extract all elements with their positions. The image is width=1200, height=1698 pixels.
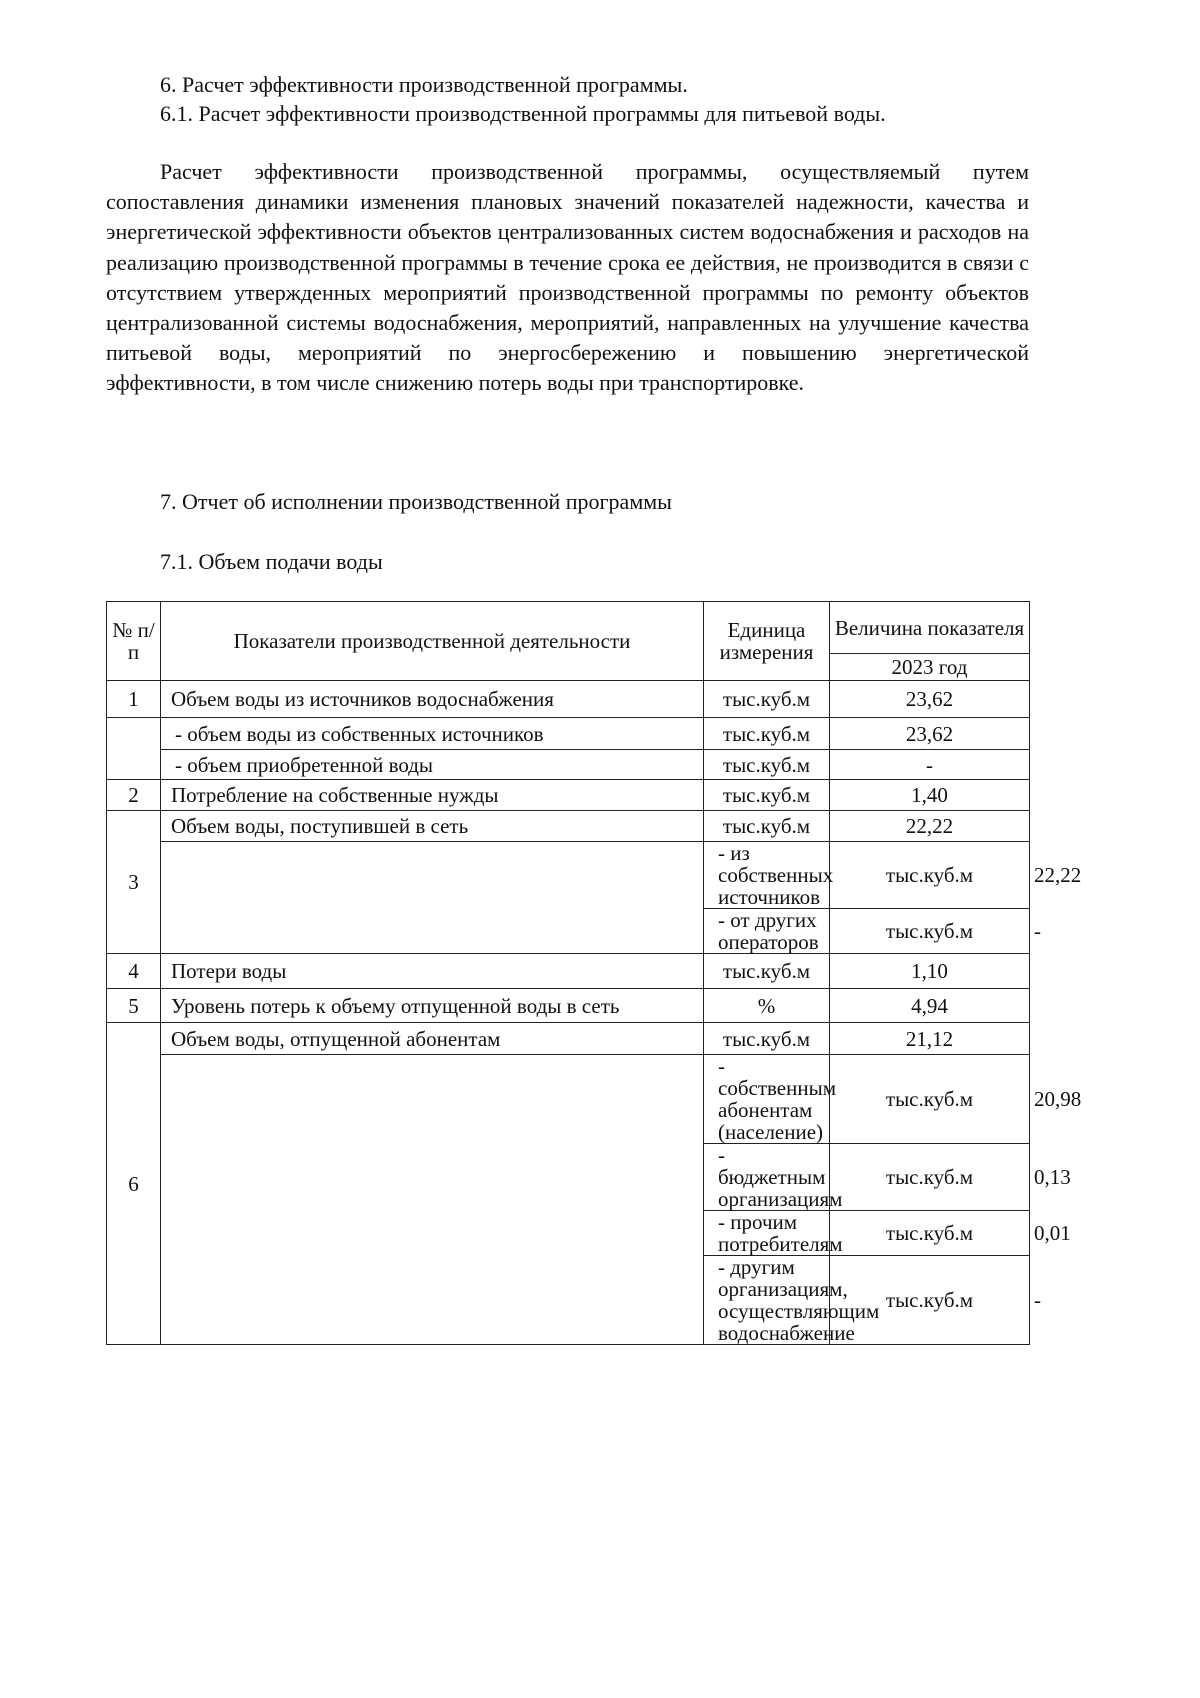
row-label: - другим организациям, осуществляющим водоснабжение	[704, 1256, 830, 1345]
row-label: Объем воды из источников водоснабжения	[161, 681, 704, 718]
table-row	[107, 780, 1030, 811]
row-label: - из собственных источников	[704, 842, 830, 909]
header-value: Величина показателя	[830, 602, 1030, 654]
table-row: - от других операторов тыс.куб.м -	[107, 909, 1030, 954]
header-indicator: Показатели производственной деятельности	[161, 602, 704, 681]
table-row: - из собственных источников тыс.куб.м 22,22	[107, 842, 1030, 909]
table-row	[107, 811, 1030, 842]
row-value: 23,62	[830, 718, 1030, 750]
row-number-empty	[161, 1055, 704, 1345]
row-value: 21,12	[830, 1023, 1030, 1055]
row-label: - объем воды из собственных источников	[161, 718, 704, 750]
table-row	[107, 750, 1030, 780]
row-number: 2	[107, 780, 161, 811]
row-label: Потери воды	[161, 954, 704, 989]
row-unit: тыс.куб.м	[704, 811, 830, 842]
table-row: - другим организациям, осуществляющим водоснабжение тыс.куб.м -	[107, 1256, 1030, 1345]
row-label: - объем приобретенной воды	[161, 750, 704, 780]
row-number-empty	[161, 842, 704, 954]
row-number-empty	[107, 718, 161, 780]
header-unit: Единица измерения	[704, 602, 830, 681]
row-label: - собственным абонентам (население)	[704, 1055, 830, 1144]
table-row: - бюджетным организациям тыс.куб.м 0,13	[107, 1144, 1030, 1211]
row-number: 1	[107, 681, 161, 718]
row-number: 3	[107, 811, 161, 954]
row-value: 1,40	[830, 780, 1030, 811]
row-value: 22,22	[830, 811, 1030, 842]
section-6-1-heading: 6.1. Расчет эффективности производственной программы для питьевой воды.	[160, 101, 886, 126]
table-row	[107, 954, 1030, 989]
row-unit: тыс.куб.м	[704, 718, 830, 750]
section-7-heading: 7. Отчет об исполнении производственной программы	[160, 489, 672, 514]
row-unit: тыс.куб.м	[704, 1023, 830, 1055]
water-supply-table	[106, 601, 1082, 1345]
table-row	[107, 989, 1030, 1023]
row-number: 6	[107, 1023, 161, 1345]
section-6-heading: 6. Расчет эффективности производственной программы.	[160, 72, 688, 97]
table-row: - прочим потребителям тыс.куб.м 0,01	[107, 1211, 1030, 1256]
row-value: 23,62	[830, 681, 1030, 718]
row-label: - бюджетным организациям	[704, 1144, 830, 1211]
table-row	[107, 718, 1030, 750]
row-unit: тыс.куб.м	[830, 842, 1030, 909]
header-num: № п/п	[107, 602, 161, 681]
row-unit: тыс.куб.м	[830, 1055, 1030, 1144]
table-row	[107, 681, 1030, 718]
row-value: 1,10	[830, 954, 1030, 989]
table-row	[107, 1023, 1030, 1055]
row-unit: тыс.куб.м	[830, 1211, 1030, 1256]
row-number: 5	[107, 989, 161, 1023]
row-unit: тыс.куб.м	[830, 1144, 1030, 1211]
row-unit: тыс.куб.м	[704, 681, 830, 718]
row-label: Потребление на собственные нужды	[161, 780, 704, 811]
row-unit: тыс.куб.м	[704, 954, 830, 989]
table-row: - собственным абонентам (население) тыс.куб.м 20,98	[107, 1055, 1030, 1144]
row-label: Уровень потерь к объему отпущенной воды в сеть	[161, 989, 704, 1023]
row-value: 4,94	[830, 989, 1030, 1023]
row-unit: тыс.куб.м	[830, 1256, 1030, 1345]
row-label: - от других операторов	[704, 909, 830, 954]
row-unit: тыс.куб.м	[830, 909, 1030, 954]
row-value: -	[830, 750, 1030, 780]
row-unit: тыс.куб.м	[704, 750, 830, 780]
row-label: Объем воды, поступившей в сеть	[161, 811, 704, 842]
efficiency-paragraph: Расчет эффективности производственной программы, осуществляемый путем сопоставления динамики изменения плановых значений показателей надежности, качества и энергетической эффективности объектов централизованных систем водоснабжения и расходов на реализацию производственной программы в течение срока ее действия, не производится в связи с отсутствием утвержденных мероприятий производственной программы по ремонту объектов централизованной системы водоснабжения, мероприятий, направленных на улучшение качества питьевой воды, мероприятий по энергосбережению и повышению энергетической эффективности, в том числе снижению потерь воды при транспортировке.	[106, 159, 1029, 396]
row-unit: тыс.куб.м	[704, 780, 830, 811]
row-number: 4	[107, 954, 161, 989]
row-unit: %	[704, 989, 830, 1023]
header-year: 2023 год	[830, 654, 1030, 681]
section-7-1-heading: 7.1. Объем подачи воды	[160, 549, 383, 574]
row-label: - прочим потребителям	[704, 1211, 830, 1256]
row-label: Объем воды, отпущенной абонентам	[161, 1023, 704, 1055]
